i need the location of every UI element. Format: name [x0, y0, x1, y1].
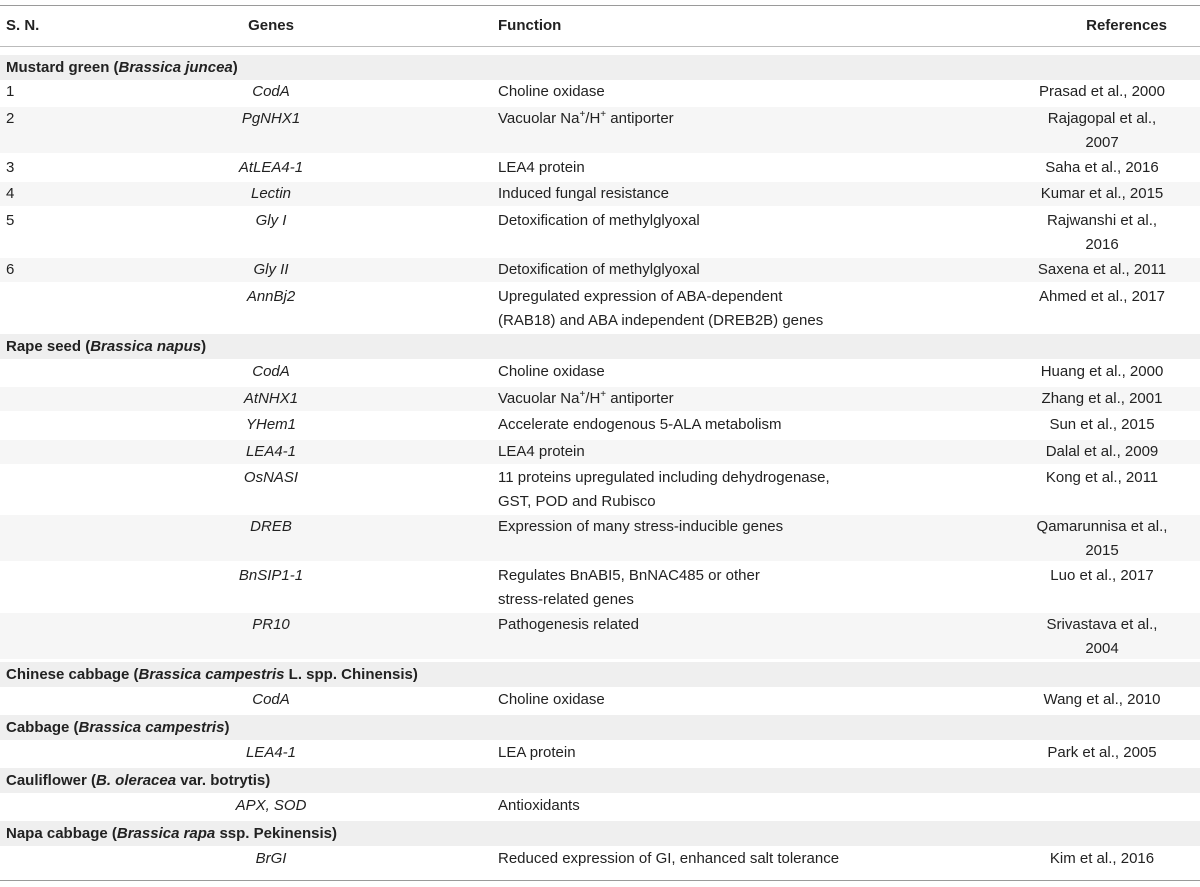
table-row: LEA4-1 LEA protein Park et al., 2005: [245, 744, 1157, 761]
table-row: 3 AtLEA4-1 LEA4 protein Saha et al., 2016: [6, 159, 1159, 176]
table-row: 6 Gly II Detoxification of methylglyoxal Saxena et al., 2011: [0, 258, 1200, 282]
group-heading: Chinese cabbage (Brassica campestris L. spp. Chinensis): [0, 662, 1200, 687]
table-row: PR10 Pathogenesis related Srivastava et al., 2004: [0, 613, 1200, 659]
header-references: References: [1086, 17, 1167, 34]
table-row: 5 Gly I Detoxification of methylglyoxal Rajwanshi et al., 2016: [6, 212, 1158, 253]
table-row: 4 Lectin Induced fungal resistance Kumar et al., 2015: [0, 182, 1200, 206]
table-row: CodA Choline oxidase Huang et al., 2000: [252, 363, 1164, 380]
table-row: CodA Choline oxidase Wang et al., 2010: [252, 691, 1161, 708]
group-heading: Rape seed (Brassica napus): [0, 334, 1200, 359]
header-genes: Genes: [248, 17, 294, 34]
table-row: LEA4-1 LEA4 protein Dalal et al., 2009: [0, 440, 1200, 464]
table-row: AtNHX1 Vacuolar Na+/H+ antiporter Zhang et al., 2001: [0, 387, 1200, 411]
table-row: DREB Expression of many stress-inducible genes Qamarunnisa et al., 2015: [0, 515, 1200, 561]
table-row: AnnBj2 Upregulated expression of ABA-dependent (RAB18) and ABA independent (DREB2B) genes Ahmed et al., 2017: [246, 288, 1165, 329]
group-heading: Napa cabbage (Brassica rapa ssp. Pekinensis): [0, 821, 1200, 846]
group-heading: Mustard green (Brassica juncea): [0, 55, 1200, 80]
header-sn: S. N.: [6, 17, 40, 34]
table-row: OsNASI 11 proteins upregulated including dehydrogenase, GST, POD and Rubisco Kong et al., 2011: [243, 469, 1159, 510]
table-row: YHem1 Accelerate endogenous 5-ALA metabolism Sun et al., 2015: [245, 416, 1155, 433]
table-row: 2 PgNHX1 Vacuolar Na+/H+ antiporter Rajagopal et al., 2007: [0, 107, 1200, 153]
table-row: BnSIP1-1 Regulates BnABI5, BnNAC485 or other stress-related genes Luo et al., 2017: [238, 567, 1154, 608]
top-rule: [0, 5, 1200, 6]
header-function: Function: [498, 17, 562, 34]
group-heading: Cabbage (Brassica campestris): [0, 715, 1200, 740]
bottom-rule: [0, 880, 1200, 881]
header-rule: [0, 46, 1200, 47]
group-heading: Cauliflower (B. oleracea var. botrytis): [0, 768, 1200, 793]
table-row: BrGI Reduced expression of GI, enhanced salt tolerance Kim et al., 2016: [255, 850, 1155, 867]
table-row: 1 CodA Choline oxidase Prasad et al., 2000: [6, 83, 1165, 100]
table-row: APX, SOD Antioxidants: [235, 797, 580, 814]
